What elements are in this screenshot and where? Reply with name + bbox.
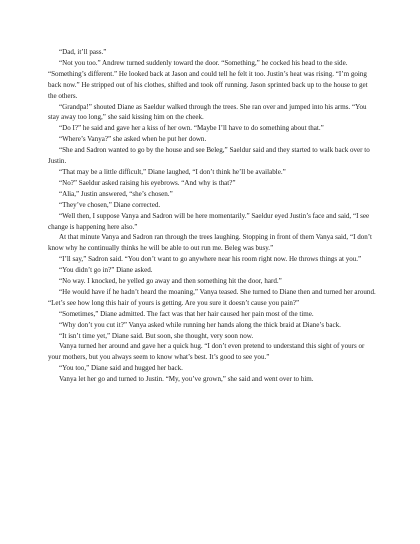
paragraph: “Well then, I suppose Vanya and Sadron will be here momentarily.” Saeldur eyed Justin’s face and said, “I see change is happening here also.” — [48, 211, 370, 231]
paragraph: “Grandpa!” shouted Diane as Saeldur walked through the trees. She ran over and jumped into his arms. “You stay away too long,” she said kissing him on the cheek. — [48, 102, 367, 122]
paragraph: “Sometimes,” Diane admitted. The fact was that her hair caused her pain most of the time. — [59, 309, 314, 318]
document-page — [48, 47, 376, 385]
paragraph: “You too,” Diane said and hugged her back. — [59, 364, 183, 373]
paragraph: Vanya turned her around and gave her a quick hug. “I don’t even pretend to understand this sight of yours or your mothers, but you always seem to know what’s best. It’s good to see you.” — [48, 342, 365, 362]
paragraph: “Where’s Vanya?” she asked when he put her down. — [59, 135, 207, 144]
paragraph: “Why don’t you cut it?” Vanya asked while running her hands along the thick braid at Diane’s back. — [59, 320, 341, 329]
paragraph: “Alia,” Justin answered, “she’s chosen.” — [59, 189, 173, 198]
paragraph: “I’ll say,” Sadron said. “You don’t want to go anywhere near his room right now. He throws things at you.” — [59, 255, 362, 264]
paragraph: “You didn’t go in?” Diane asked. — [59, 266, 153, 275]
paragraph: Vanya let her go and turned to Justin. “My, you’ve grown,” she said and went over to him. — [59, 375, 314, 384]
paragraph: “It isn’t time yet,” Diane said. But soon, she thought, very soon now. — [59, 331, 254, 340]
paragraph: “No?” Saeldur asked raising his eyebrows. “And why is that?” — [59, 178, 236, 187]
paragraph: “Dad, it’ll pass.” — [59, 48, 107, 56]
paragraph: “No way. I knocked, he yelled go away and then something hit the door, hard.” — [59, 277, 282, 286]
paragraph: “Not you too.” Andrew turned suddenly toward the door. “Something,” he cocked his head to the side. “Something’s different.” He looked back at Jason and could tell he felt it too. Justin’s heat was rising. “I’m going back now.” He stripped out of his clothes, shifted and took off running. Jason sprinted back up to the house to get the others. — [48, 58, 368, 100]
paragraph: “That may be a little difficult,” Diane laughed, “I don’t think he’ll be available.” — [59, 167, 286, 176]
paragraph: “She and Sadron wanted to go by the house and see Beleg,” Saeldur said and they started to walk back over to Justin. — [48, 146, 370, 166]
paragraph: At that minute Vanya and Sadron ran through the trees laughing. Stopping in front of them Vanya said, “I don’t know why he continually thinks he will be able to out run me. Beleg was busy.” — [48, 233, 372, 253]
paragraph: “He would have if he hadn’t heard the moaning,” Vanya teased. She turned to Diane then and turned her around. “Let’s see how long this hair of yours is getting. Are you sure it doesn’t cause you pain?” — [48, 287, 376, 307]
paragraph: “Do I?” he said and gave her a kiss of her own. “Maybe I’ll have to do something about that.” — [59, 124, 324, 133]
paragraph: “They’ve chosen,” Diane corrected. — [59, 200, 161, 209]
